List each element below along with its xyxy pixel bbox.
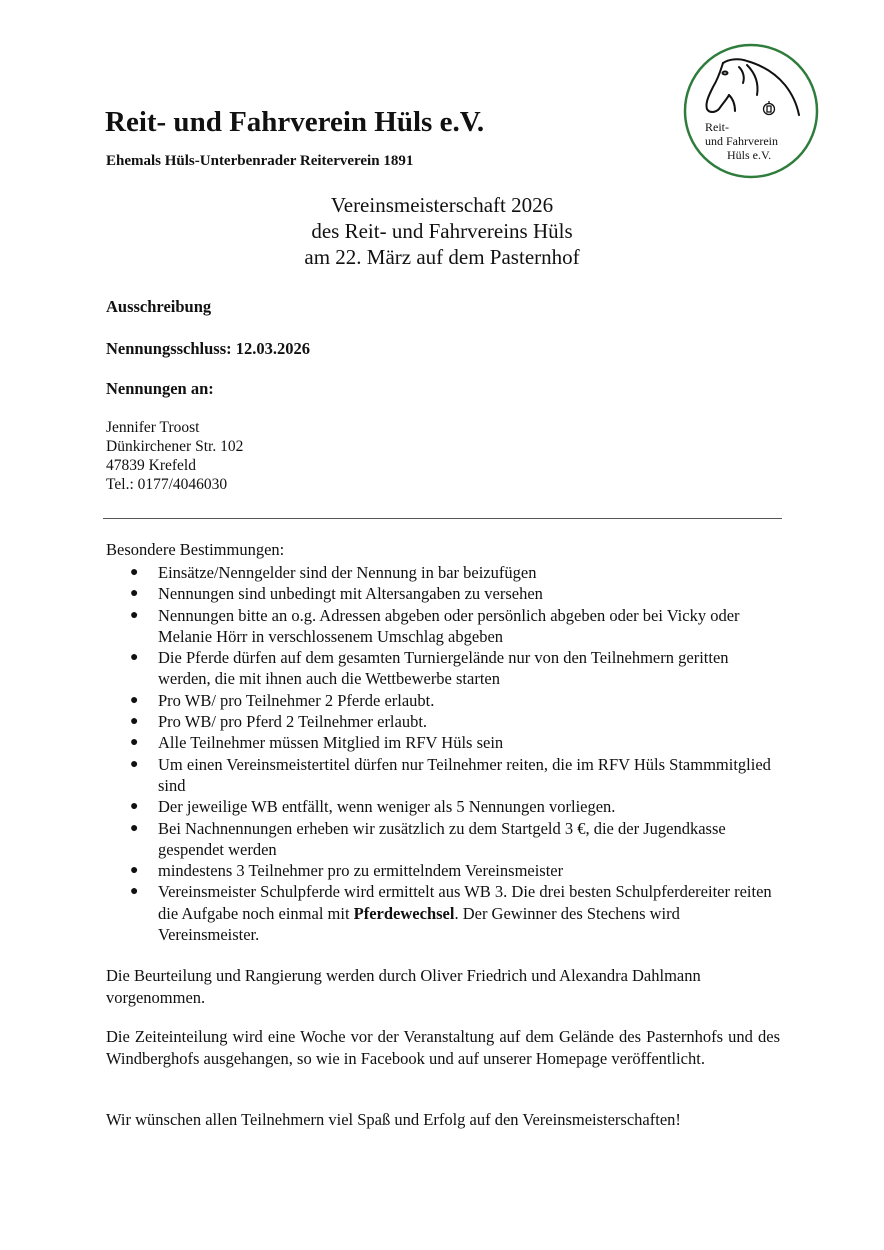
divider — [103, 518, 782, 519]
bullet-icon: ● — [130, 756, 139, 772]
bullet-icon: ● — [130, 650, 139, 666]
logo-text-line1: Reit- — [705, 120, 729, 134]
club-logo — [683, 43, 819, 179]
logo-text-line3: Hüls e.V. — [727, 148, 772, 162]
bullet-icon: ● — [130, 607, 139, 623]
bullet-icon: ● — [130, 586, 139, 602]
contact-street: Dünkirchener Str. 102 — [106, 438, 244, 455]
special-rules-list — [130, 562, 782, 945]
list-item: ● Um einen Vereinsmeistertitel dürfen nur Teilnehmer reiten, die im RFV Hüls Stammmitglied sind — [130, 754, 771, 795]
list-item: ● Vereinsmeister Schulpferde wird ermittelt aus WB 3. Die drei besten Schulpferdereiter reiten die Aufgabe noch einmal mit Pferdewechsel. Der Gewinner des Stechens wird Vereinsmeister. — [130, 882, 772, 945]
contact-phone: Tel.: 0177/4046030 — [106, 476, 228, 493]
club-name: Reit- und Fahrverein Hüls e.V. — [105, 106, 485, 138]
announcement-heading: Ausschreibung — [106, 297, 212, 316]
list-item: ● mindestens 3 Teilnehmer pro zu ermittelndem Vereinsmeister — [130, 861, 564, 881]
judging-paragraph: Die Beurteilung und Rangierung werden durch Oliver Friedrich und Alexandra Dahlmann vorgenommen. — [106, 966, 701, 1007]
bullet-icon: ● — [130, 714, 139, 730]
contact-block — [106, 418, 243, 494]
list-item: ● Alle Teilnehmer müssen Mitglied im RFV Hüls sein — [130, 733, 504, 753]
list-item: ● Pro WB/ pro Teilnehmer 2 Pferde erlaubt. — [130, 690, 435, 710]
logo-text-line2: und Fahrverein — [705, 134, 778, 148]
closing-paragraph: Wir wünschen allen Teilnehmern viel Spaß und Erfolg auf den Vereinsmeisterschaften! — [106, 1110, 681, 1129]
contact-name: Jennifer Troost — [106, 419, 200, 436]
list-item: ● Einsätze/Nenngelder sind der Nennung in bar beizufügen — [130, 563, 537, 582]
list-item: ● Pro WB/ pro Pferd 2 Teilnehmer erlaubt. — [130, 712, 428, 732]
contact-city: 47839 Krefeld — [106, 457, 196, 474]
list-item: ● Bei Nachnennungen erheben wir zusätzlich zu dem Startgeld 3 €, die der Jugendkasse gespendet werden — [130, 818, 726, 859]
bullet-icon: ● — [130, 884, 139, 900]
bullet-icon: ● — [130, 863, 139, 879]
event-title — [200, 192, 684, 270]
club-subtitle: Ehemals Hüls-Unterbenrader Reiterverein 1891 — [106, 153, 414, 169]
bullet-icon: ● — [130, 820, 139, 836]
bullet-icon: ● — [130, 735, 139, 751]
bullet-icon: ● — [130, 692, 139, 708]
bold-term: Pferdewechsel — [353, 903, 455, 923]
bullet-icon: ● — [130, 565, 139, 580]
bullet-icon: ● — [130, 799, 139, 815]
list-item: ● Nennungen bitte an o.g. Adressen abgeben oder persönlich abgeben oder bei Vicky oder Melanie Hörr in verschlossenem Umschlag abgeben — [130, 605, 740, 646]
entry-deadline: Nennungsschluss: 12.03.2026 — [106, 339, 311, 358]
event-title-line2: des Reit- und Fahrvereins Hüls — [311, 219, 573, 243]
list-item: ● Der jeweilige WB entfällt, wenn weniger als 5 Nennungen vorliegen. — [130, 797, 616, 817]
event-title-line3: am 22. März auf dem Pasternhof — [304, 245, 580, 269]
entries-to-heading: Nennungen an: — [106, 379, 214, 398]
event-title-line1: Vereinsmeisterschaft 2026 — [330, 193, 554, 217]
special-rules-heading: Besondere Bestimmungen: — [106, 540, 285, 559]
list-item: ● Die Pferde dürfen auf dem gesamten Turniergelände nur von den Teilnehmern geritten werden, die mit ihnen auch die Wettbewerbe starten — [130, 648, 729, 689]
list-item: ● Nennungen sind unbedingt mit Altersangaben zu versehen — [130, 584, 543, 604]
schedule-paragraph: Die Zeiteinteilung wird eine Woche vor der Veranstaltung auf dem Gelände des Pasternhofs und des Windberghofs ausgehangen, so wie in Facebook und auf unserer Homepage veröffentlicht. — [106, 1027, 780, 1068]
